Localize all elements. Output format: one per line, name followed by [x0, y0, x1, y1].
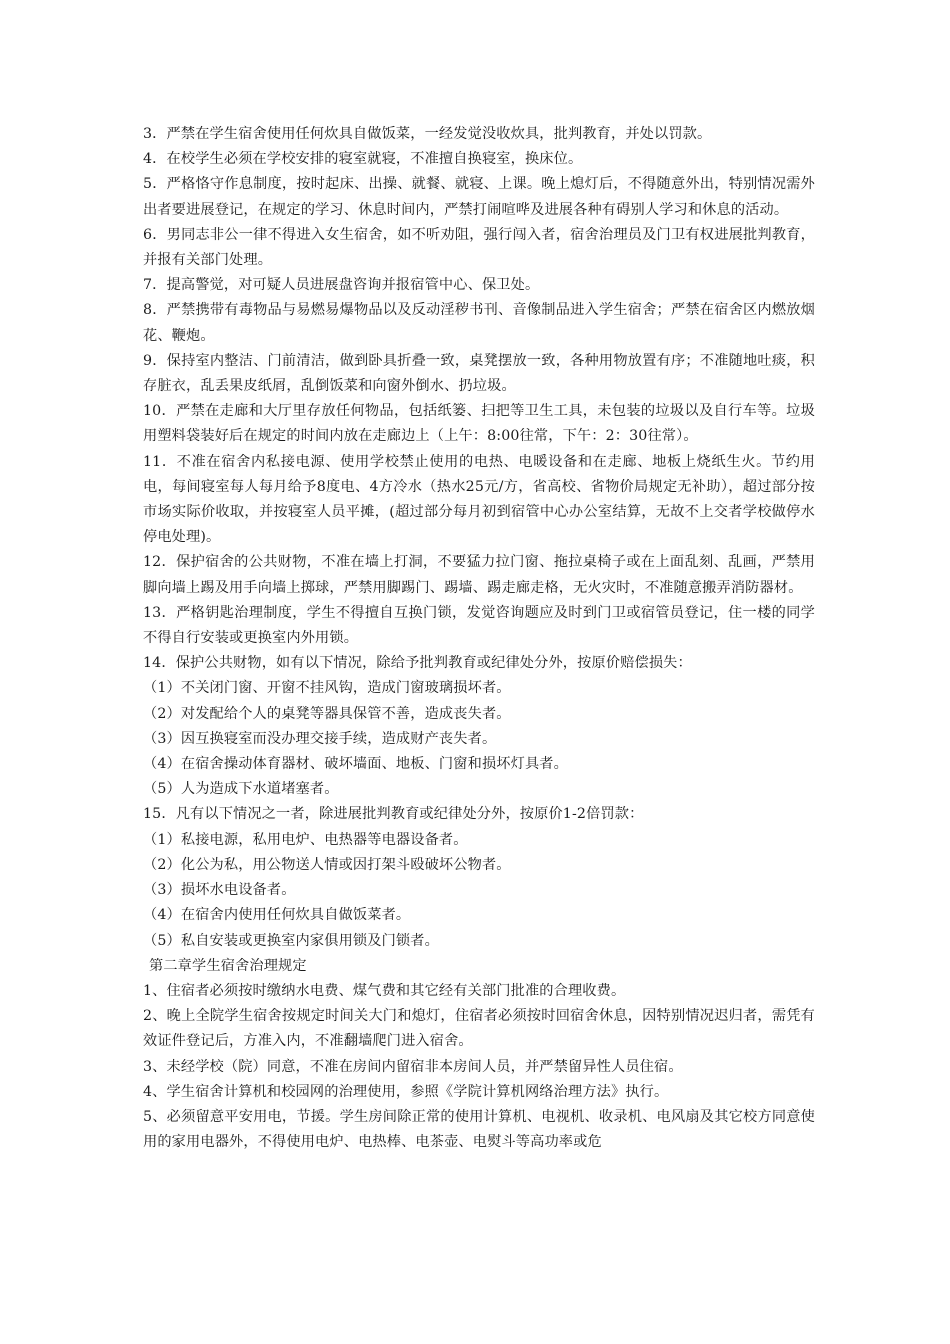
rule-15-item-3: （3）损坏水电设备者。 [143, 882, 296, 899]
rule-12-paragraph: 12．保护宿舍的公共财物，不准在墙上打洞，不要猛力拉门窗、拖拉桌椅子或在上面乱刻、乱画，严禁用脚向墙上踢及用手向墙上掷球，严禁用脚踢门、踢墙、踢走廊走格，无火灾时，不准随意搬弄消防器材。 [143, 554, 815, 596]
rule-14-item-2: （2）对发配给个人的桌凳等器具保管不善，造成丧失者。 [143, 705, 511, 722]
rule-10-paragraph: 10．严禁在走廊和大厅里存放任何物品，包括纸篓、扫把等卫生工具，未包装的垃圾以及自行车等。垃圾用塑料袋装好后在规定的时间内放在走廊边上（上午：8:00往常，下午：2：30往常）。 [143, 403, 815, 445]
rule-6-paragraph: 6．男同志非公一律不得进入女生宿舍，如不听劝阻，强行闯入者，宿舍治理员及门卫有权进展批判教育，并报有关部门处理。 [143, 226, 815, 269]
rule-5-paragraph: 5．严格恪守作息制度，按时起床、出操、就餐、就寝、上课。晚上熄灯后，不得随意外出，特别情况需外出者要进展登记，在规定的学习、休息时间内，严禁打闹喧哗及进展各种有碍别人学习和休息的活动。 [143, 176, 815, 218]
rule-8-paragraph: 8．严禁携带有毒物品与易燃易爆物品以及反动淫秽书刊、音像制品进入学生宿舍；严禁在宿舍区内燃放烟花、鞭炮。 [143, 302, 815, 344]
chapter-2-rule-5: 5、必须留意平安用电，节援。学生房间除正常的使用计算机、电视机、收录机、电风扇及其它校方同意使用的家用电器外，不得使用电炉、电热棒、电茶壶、电熨斗等高功率或危 [143, 1108, 815, 1151]
document-page [143, 122, 815, 1155]
rule-14-item-3: （3）因互换寝室而没办理交接手续，造成财产丧失者。 [143, 730, 497, 747]
rule-15-paragraph: 15．凡有以下情况之一者，除进展批判教育或纪律处分外，按原价1-2倍罚款： [143, 806, 644, 823]
rule-15-item-5: （5）私自安装或更换室内家俱用锁及门锁者。 [143, 932, 439, 949]
chapter-2-rule-2: 2、晚上全院学生宿舍按规定时间关大门和熄灯，住宿者必须按时回宿舍休息，因特别情况迟归者，需凭有效证件登记后，方准入内，不准翻墙爬门进入宿舍。 [143, 1008, 815, 1050]
chapter-2-rule-3: 3、未经学校（院）同意，不准在房间内留宿非本房间人员，并严禁留异性人员住宿。 [143, 1058, 683, 1075]
rule-15-item-4: （4）在宿舍内使用任何炊具自做饭菜者。 [143, 907, 411, 924]
rule-3-paragraph: 3．严禁在学生宿舍使用任何炊具自做饭菜，一经发觉没收炊具，批判教育，并处以罚款。 [143, 126, 712, 142]
rule-11-paragraph: 11．不准在宿舍内私接电源、使用学校禁止使用的电热、电暖设备和在走廊、地板上烧纸生火。节约用电，每间寝室每人每月给予8度电、4方冷水（热水25元/方，省高校、省物价局规定无补助），超过部分按市场实际价收取，并按寝室人员平摊，(超过部分每月初到宿管中心办公室结算，无故不上交者学校做停水停电处理)。 [143, 453, 815, 546]
rule-14-item-5: （5）人为造成下水道堵塞者。 [143, 781, 339, 798]
rule-14-paragraph: 14．保护公共财物，如有以下情况，除给予批判教育或纪律处分外，按原价赔偿损失： [143, 655, 692, 672]
chapter-2-heading: 第二章学生宿舍治理规定 [149, 957, 307, 974]
rule-14-item-1: （1）不关闭门窗、开窗不挂风钩，造成门窗玻璃损坏者。 [143, 680, 511, 697]
chapter-2-rule-4: 4、学生宿舍计算机和校园网的治理使用，参照《学院计算机网络治理方法》执行。 [143, 1083, 669, 1100]
rule-4-paragraph: 4．在校学生必须在学校安排的寝室就寝，不准擅自换寝室，换床位。 [143, 151, 583, 168]
rule-7-paragraph: 7．提高警觉，对可疑人员进展盘咨询并报宿管中心、保卫处。 [143, 277, 540, 294]
rule-15-item-2: （2）化公为私，用公物送人情或因打架斗殴破坏公物者。 [143, 856, 511, 873]
rule-14-item-4: （4）在宿舍操动体育器材、破坏墙面、地板、门窗和损坏灯具者。 [143, 756, 568, 773]
rule-9-paragraph: 9．保持室内整洁、门前清洁，做到卧具折叠一致，桌凳摆放一致，各种用物放置有序；不准随地吐痰，积存脏衣，乱丢果皮纸屑，乱倒饭菜和向窗外倒水、扔垃圾。 [143, 352, 815, 395]
rule-13-paragraph: 13．严格钥匙治理制度，学生不得擅自互换门锁，发觉咨询题应及时到门卫或宿管员登记，住一楼的同学不得自行安装或更换室内外用锁。 [143, 604, 815, 647]
chapter-2-rule-1: 1、住宿者必须按时缴纳水电费、煤气费和其它经有关部门批准的合理收费。 [143, 982, 626, 999]
rule-15-item-1: （1）私接电源，私用电炉、电热器等电器设备者。 [143, 831, 468, 848]
